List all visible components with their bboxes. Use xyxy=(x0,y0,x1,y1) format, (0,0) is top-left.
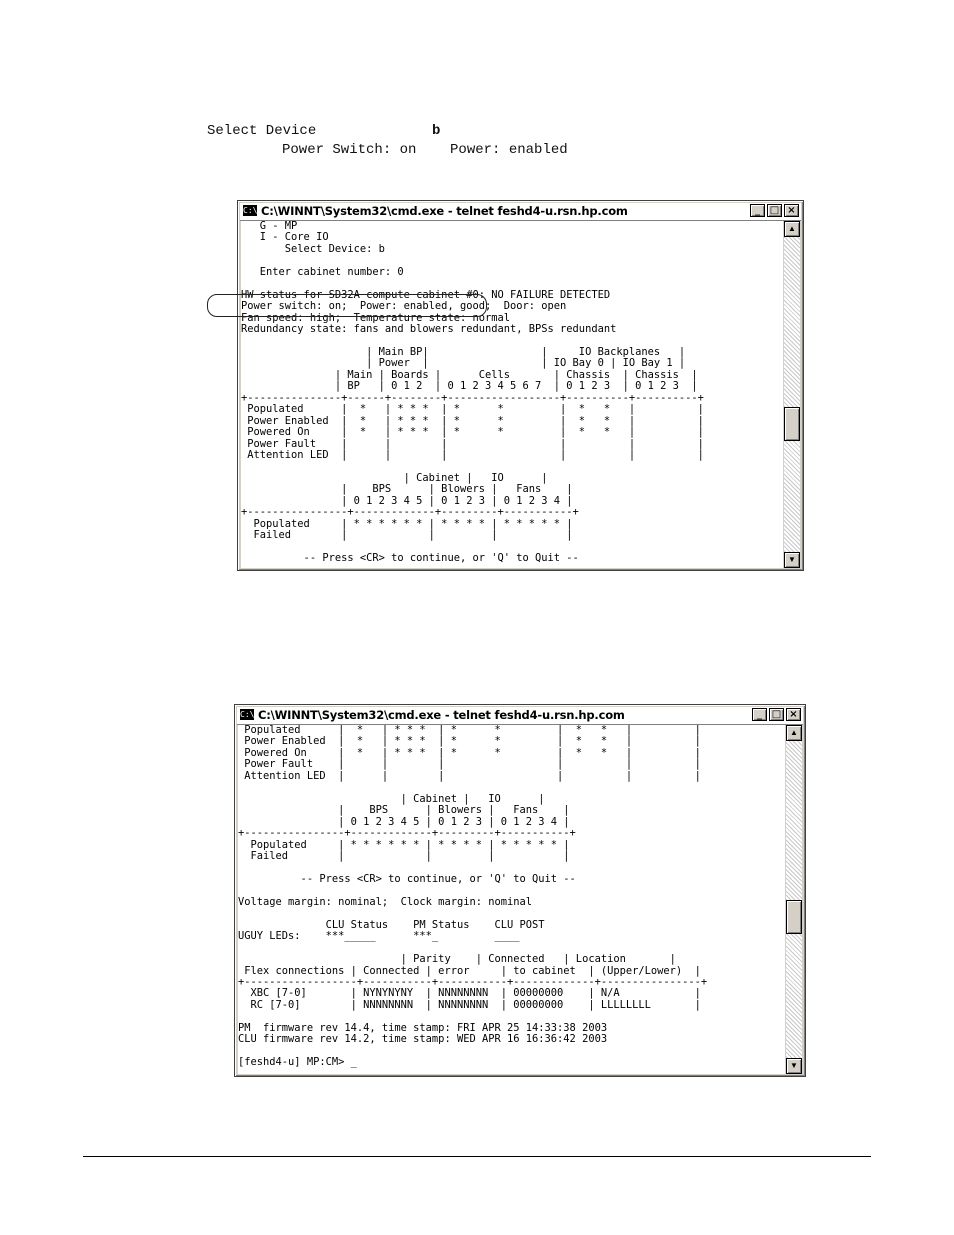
maximize-button[interactable]: □ xyxy=(769,708,784,721)
console-line: RC [7-0] | NNNNNNNN | NNNNNNNN | 00000000 | LLLLLLLL | xyxy=(238,998,701,1011)
console-line: CLU Status PM Status CLU POST xyxy=(238,918,545,931)
console-line: +---------------+------+--------+------------------+----------+----------+ xyxy=(241,391,704,404)
window-title: C:\WINNT\System32\cmd.exe - telnet feshd4-u.rsn.hp.com xyxy=(258,708,625,722)
console-line: | Main | Boards | Cells | Chassis | Chassis | xyxy=(241,368,698,381)
console-line: HW status for SD32A compute cabinet #0: NO FAILURE DETECTED xyxy=(241,288,611,301)
scroll-thumb[interactable] xyxy=(786,900,802,934)
console-line: Power Enabled | * | * * * | * * | * * | | xyxy=(238,735,701,748)
console-line: Populated | * | * * * | * * | * * | | xyxy=(238,725,701,736)
minimize-button[interactable]: _ xyxy=(752,708,767,721)
console-line: Redundancy state: fans and blowers redundant, BPSs redundant xyxy=(241,323,617,336)
console-line: Populated | * | * * * | * * | * * | | xyxy=(241,403,704,416)
console-line: | Parity | Connected | Location | xyxy=(238,953,676,966)
scroll-thumb[interactable] xyxy=(784,407,800,441)
console-line: Fan speed: high; Temperature state: normal xyxy=(241,311,510,324)
console-line: Power Fault | | | | | | xyxy=(238,758,701,771)
console-line: Powered On | * | * * * | * * | * * | | xyxy=(238,746,701,759)
console-line: [feshd4-u] MP:CM> _ xyxy=(238,1056,357,1069)
page-footer-rule xyxy=(83,1156,871,1157)
close-button[interactable]: × xyxy=(786,708,801,721)
console-line: Powered On | * | * * * | * * | * * | | xyxy=(241,426,704,439)
console-line: XBC [7-0] | NYNYNYNY | NNNNNNNN | 00000000 | N/A | xyxy=(238,987,701,1000)
vertical-scrollbar[interactable] xyxy=(786,725,802,1074)
console-line: Attention LED | | | | | | xyxy=(241,449,704,462)
console-text xyxy=(238,725,785,1069)
console-line: Power Enabled | * | * * * | * * | * * | | xyxy=(241,414,704,427)
scroll-up-button[interactable]: ▲ xyxy=(786,725,802,741)
console-line: | Main BP| | IO Backplanes | xyxy=(241,345,686,358)
console-line: | Cabinet | IO | xyxy=(241,471,548,484)
console-line: UGUY LEDs: ***_____ ***_ ____ xyxy=(238,930,520,943)
console-text xyxy=(241,221,783,565)
console-output[interactable] xyxy=(238,725,785,1074)
scroll-down-button[interactable]: ▼ xyxy=(786,1058,802,1074)
console-line: Enter cabinet number: 0 xyxy=(241,265,404,278)
console-line: I - Core IO xyxy=(241,231,329,244)
console-line: +----------------+-------------+---------+-----------+ xyxy=(241,506,579,519)
console-line: | BPS | Blowers | Fans | xyxy=(241,483,573,496)
console-line: -- Press <CR> to continue, or 'Q' to Quit -- xyxy=(241,552,579,565)
window-title: C:\WINNT\System32\cmd.exe - telnet feshd4-u.rsn.hp.com xyxy=(261,204,628,218)
minimize-button[interactable]: _ xyxy=(750,204,765,217)
console-line: Select Device: b xyxy=(241,242,385,255)
console-line: G - MP xyxy=(241,221,298,232)
cmd-icon: C:\ xyxy=(243,206,258,215)
console-line: Voltage margin: nominal; Clock margin: nominal xyxy=(238,895,533,908)
console-line: Failed | | | | xyxy=(241,529,573,542)
console-line: | BP | 0 1 2 | 0 1 2 3 4 5 6 7 | 0 1 2 3 | 0 1 2 3 | xyxy=(241,380,698,393)
console-line: Power switch: on; Power: enabled, good; Door: open xyxy=(241,300,567,313)
console-line: | BPS | Blowers | Fans | xyxy=(238,804,570,817)
close-button[interactable]: × xyxy=(784,204,799,217)
console-line: Power Fault | | | | | | xyxy=(241,437,704,450)
console-window-1[interactable] xyxy=(237,200,804,571)
console-line: -- Press <CR> to continue, or 'Q' to Quit -- xyxy=(238,872,576,885)
cmd-icon: C:\ xyxy=(240,710,255,719)
select-device-value-text: b xyxy=(432,123,441,139)
title-bar[interactable] xyxy=(237,707,803,725)
console-line: Failed | | | | xyxy=(238,849,570,862)
console-line: PM firmware rev 14.4, time stamp: FRI APR 25 14:33:38 2003 xyxy=(238,1021,608,1034)
console-window-2[interactable] xyxy=(234,704,806,1077)
console-line: | 0 1 2 3 4 5 | 0 1 2 3 | 0 1 2 3 4 | xyxy=(238,815,570,828)
scroll-down-button[interactable]: ▼ xyxy=(784,552,800,568)
maximize-button[interactable]: □ xyxy=(767,204,782,217)
console-line: +------------------+-----------+-----------+-------------+----------------+ xyxy=(238,975,708,988)
vertical-scrollbar[interactable] xyxy=(784,221,800,568)
console-line: Populated | * * * * * * | * * * * | * * * * * | xyxy=(241,517,573,530)
console-line: Populated | * * * * * * | * * * * | * * * * * | xyxy=(238,838,570,851)
scroll-up-button[interactable]: ▲ xyxy=(784,221,800,237)
title-bar[interactable] xyxy=(240,203,801,221)
select-device-value xyxy=(432,122,440,141)
console-line: +----------------+-------------+---------+-----------+ xyxy=(238,827,576,840)
console-line: CLU firmware rev 14.2, time stamp: WED APR 16 16:36:42 2003 xyxy=(238,1033,608,1046)
console-line: | Power | | IO Bay 0 | IO Bay 1 | xyxy=(241,357,686,370)
console-line: Attention LED | | | | | | xyxy=(238,769,701,782)
console-line: Flex connections | Connected | error | to cabinet | (Upper/Lower) | xyxy=(238,964,701,977)
console-line: | 0 1 2 3 4 5 | 0 1 2 3 | 0 1 2 3 4 | xyxy=(241,494,573,507)
select-device-label: Select Device xyxy=(207,123,317,139)
console-line: | Cabinet | IO | xyxy=(238,792,545,805)
highlight-outline xyxy=(207,294,487,317)
console-output[interactable] xyxy=(241,221,783,568)
power-status-line: Power Switch: on Power: enabled xyxy=(282,142,568,158)
